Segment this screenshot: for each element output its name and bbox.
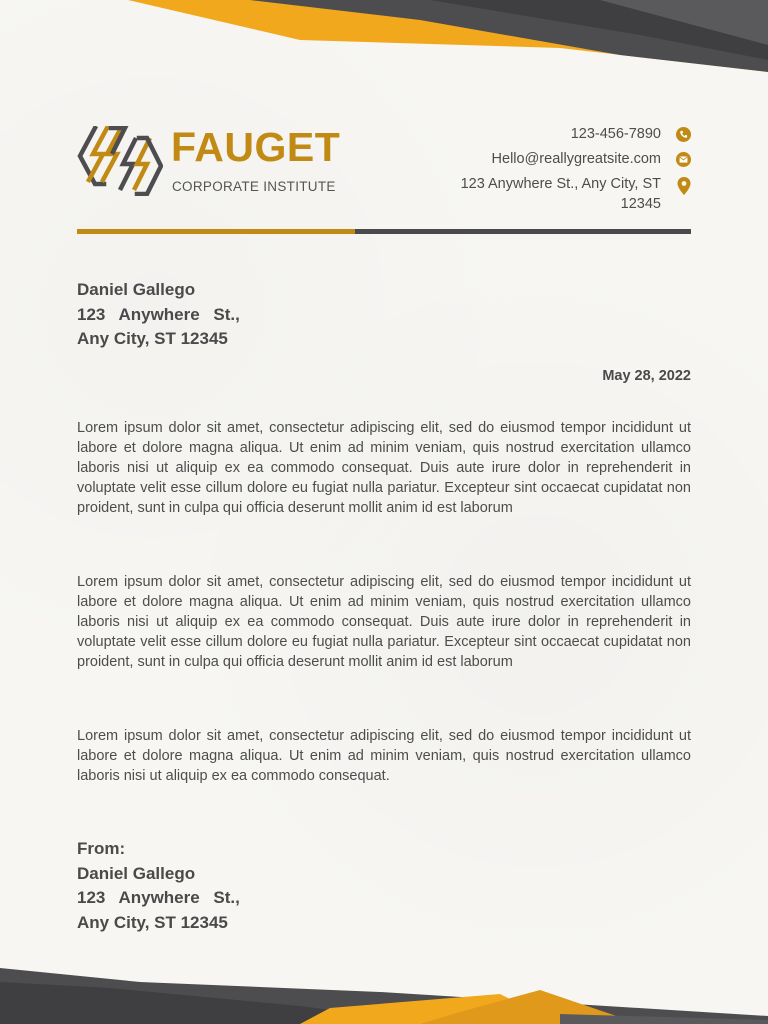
recipient-address <box>77 278 240 352</box>
body-paragraph: Lorem ipsum dolor sit amet, consectetur adipiscing elit, sed do eiusmod tempor incididunt ut labore et dolore magna aliqua. Ut enim ad minim veniam, quis nostrud exercitation ullamco laboris nisi ut aliquip ex ea commodo consequat. Duis aute irure dolor in reprehenderit in voluptate velit esse cillum dolore eu fugiat nulla pariatur. Excepteur sint occaecat cupidatat non proident, sunt in culpa qui officia deserunt mollit anim id est laborum <box>77 574 691 670</box>
phone-text: 123-456-7890 <box>570 126 661 142</box>
header-divider <box>77 229 691 234</box>
phone-icon <box>676 127 691 142</box>
divider-gray-segment <box>355 229 691 234</box>
top-decoration <box>0 0 768 80</box>
contact-phone <box>411 124 691 144</box>
body-paragraph: Lorem ipsum dolor sit amet, consectetur adipiscing elit, sed do eiusmod tempor incididunt ut labore et dolore magna aliqua. Ut enim ad minim veniam, quis nostrud exercitation ullamco laboris nisi ut aliquip ex ea commodo consequat. Duis aute irure dolor in reprehenderit in voluptate velit esse cillum dolore eu fugiat nulla pariatur. Excepteur sint occaecat cupidatat non proident, sunt in culpa qui officia deserunt mollit anim id est laborum <box>77 420 691 516</box>
brand-tagline: CORPORATE INSTITUTE <box>172 179 336 194</box>
divider-gold-segment <box>77 229 355 234</box>
sender-street: 123 Anywhere St., <box>77 888 240 907</box>
brand-name: FAUGET <box>171 124 341 170</box>
contact-block <box>411 124 691 214</box>
letter-date: May 28, 2022 <box>602 368 691 384</box>
email-text: Hello@reallygreatsite.com <box>491 151 661 167</box>
recipient-city: Any City, ST 12345 <box>77 329 228 348</box>
logo-icon <box>77 126 163 196</box>
recipient-name: Daniel Gallego <box>77 280 196 299</box>
address-line-2: 12345 <box>620 196 661 212</box>
location-pin-icon <box>676 177 691 195</box>
body-paragraph: Lorem ipsum dolor sit amet, consectetur adipiscing elit, sed do eiusmod tempor incididunt ut labore et dolore magna aliqua. Ut enim ad minim veniam, quis nostrud exercitation ullamco laboris nisi ut aliquip ex ea commodo consequat. <box>77 728 691 784</box>
mail-icon <box>676 152 691 167</box>
sender-label: From: <box>77 839 126 858</box>
letterhead-header <box>77 122 691 222</box>
sender-name: Daniel Gallego <box>77 863 196 883</box>
sender-city: Any City, ST 12345 <box>77 912 228 932</box>
address-line-1: 123 Anywhere St., Any City, ST <box>460 176 661 192</box>
contact-email <box>411 149 691 169</box>
bottom-decoration <box>0 964 768 1024</box>
contact-address <box>411 174 691 214</box>
sender-block <box>77 837 240 935</box>
recipient-street: 123 Anywhere St., <box>77 304 240 324</box>
